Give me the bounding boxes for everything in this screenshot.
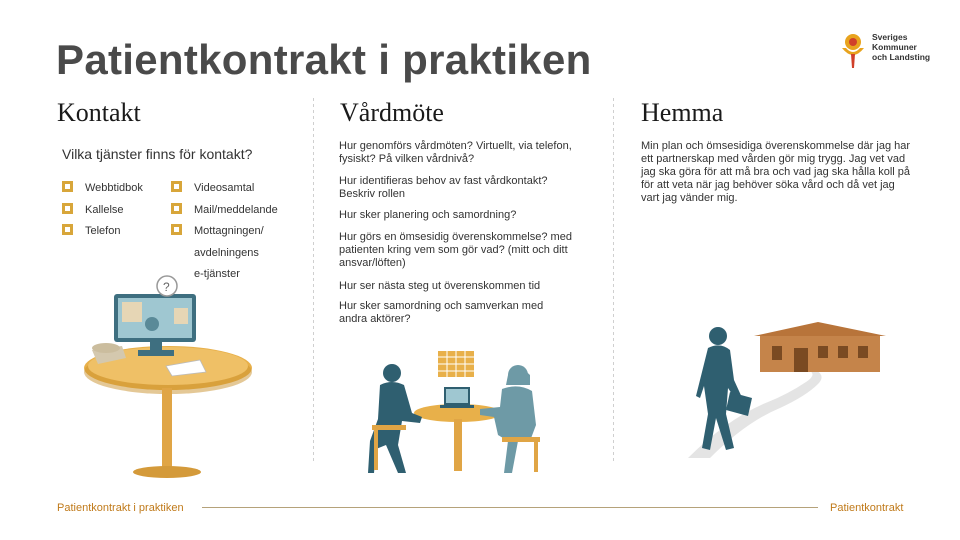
- kontakt-heading: Kontakt: [57, 98, 141, 127]
- checkbox-icon: [62, 224, 73, 235]
- service-item: Telefon: [62, 223, 120, 239]
- vardmote-question: Hur ser nästa steg ut överenskommen tid: [339, 280, 541, 292]
- desk-computer-illustration: [80, 280, 260, 488]
- kontakt-question: Vilka tjänster finns för kontakt?: [62, 146, 253, 162]
- checkbox-icon: [62, 181, 73, 192]
- logo-line: Sveriges: [872, 32, 908, 42]
- column-divider: [313, 98, 314, 463]
- checkbox-icon: [62, 203, 73, 214]
- footer-right-label: Patientkontrakt: [830, 502, 904, 514]
- checkbox-icon: [171, 181, 182, 192]
- vardmote-question: Hur görs en ömsesidig överenskommelse? med patienten kring vem som gör vad? (mitt och ditt ansvar/löften): [339, 231, 572, 269]
- vardmote-heading: Vårdmöte: [340, 98, 444, 127]
- meeting-illustration: [362, 345, 552, 480]
- checkbox-icon: [171, 203, 182, 214]
- hemma-heading: Hemma: [641, 98, 724, 127]
- vardmote-question: Hur identifieras behov av fast vårdkontakt? Beskriv rollen: [339, 175, 548, 200]
- walking-home-illustration: [668, 318, 918, 468]
- service-item: Kallelse: [62, 202, 124, 218]
- vardmote-question: Hur sker samordning och samverkan med andra aktörer?: [339, 300, 544, 325]
- hemma-text: Min plan och ömsesidiga överenskommelse där jag har ett partnerskap med vården gör mig trygg. Jag vet vad jag ska göra för att må bra och vad jag ska hålla koll på för att veta när jag behöver söka vård och då vet jag vart jag vänder mig.: [641, 140, 911, 204]
- vardmote-question: Hur genomförs vårdmöten? Virtuellt, via telefon, fysiskt? På vilken vårdnivå?: [339, 140, 572, 165]
- checkbox-icon: [171, 224, 182, 235]
- vardmote-question: Hur sker planering och samordning?: [339, 209, 517, 221]
- service-item: Mail/meddelande: [171, 202, 278, 218]
- service-item: Webbtidbok: [62, 180, 143, 196]
- skl-logo: [838, 30, 938, 70]
- footer-left-label: Patientkontrakt i praktiken: [57, 502, 184, 514]
- service-item-continued: avdelningens: [194, 247, 259, 259]
- service-item: Mottagningen/: [171, 223, 264, 239]
- page-title: Patientkontrakt i praktiken: [56, 36, 592, 83]
- skl-logo-icon: [838, 30, 868, 70]
- service-item-continued: e-tjänster: [194, 268, 240, 280]
- service-item: Videosamtal: [171, 180, 254, 196]
- logo-line: och Landsting: [872, 52, 931, 62]
- svg-text:?: ?: [163, 280, 170, 294]
- logo-line: Kommuner: [872, 42, 917, 52]
- footer-divider: [202, 507, 818, 508]
- column-divider: [613, 98, 614, 463]
